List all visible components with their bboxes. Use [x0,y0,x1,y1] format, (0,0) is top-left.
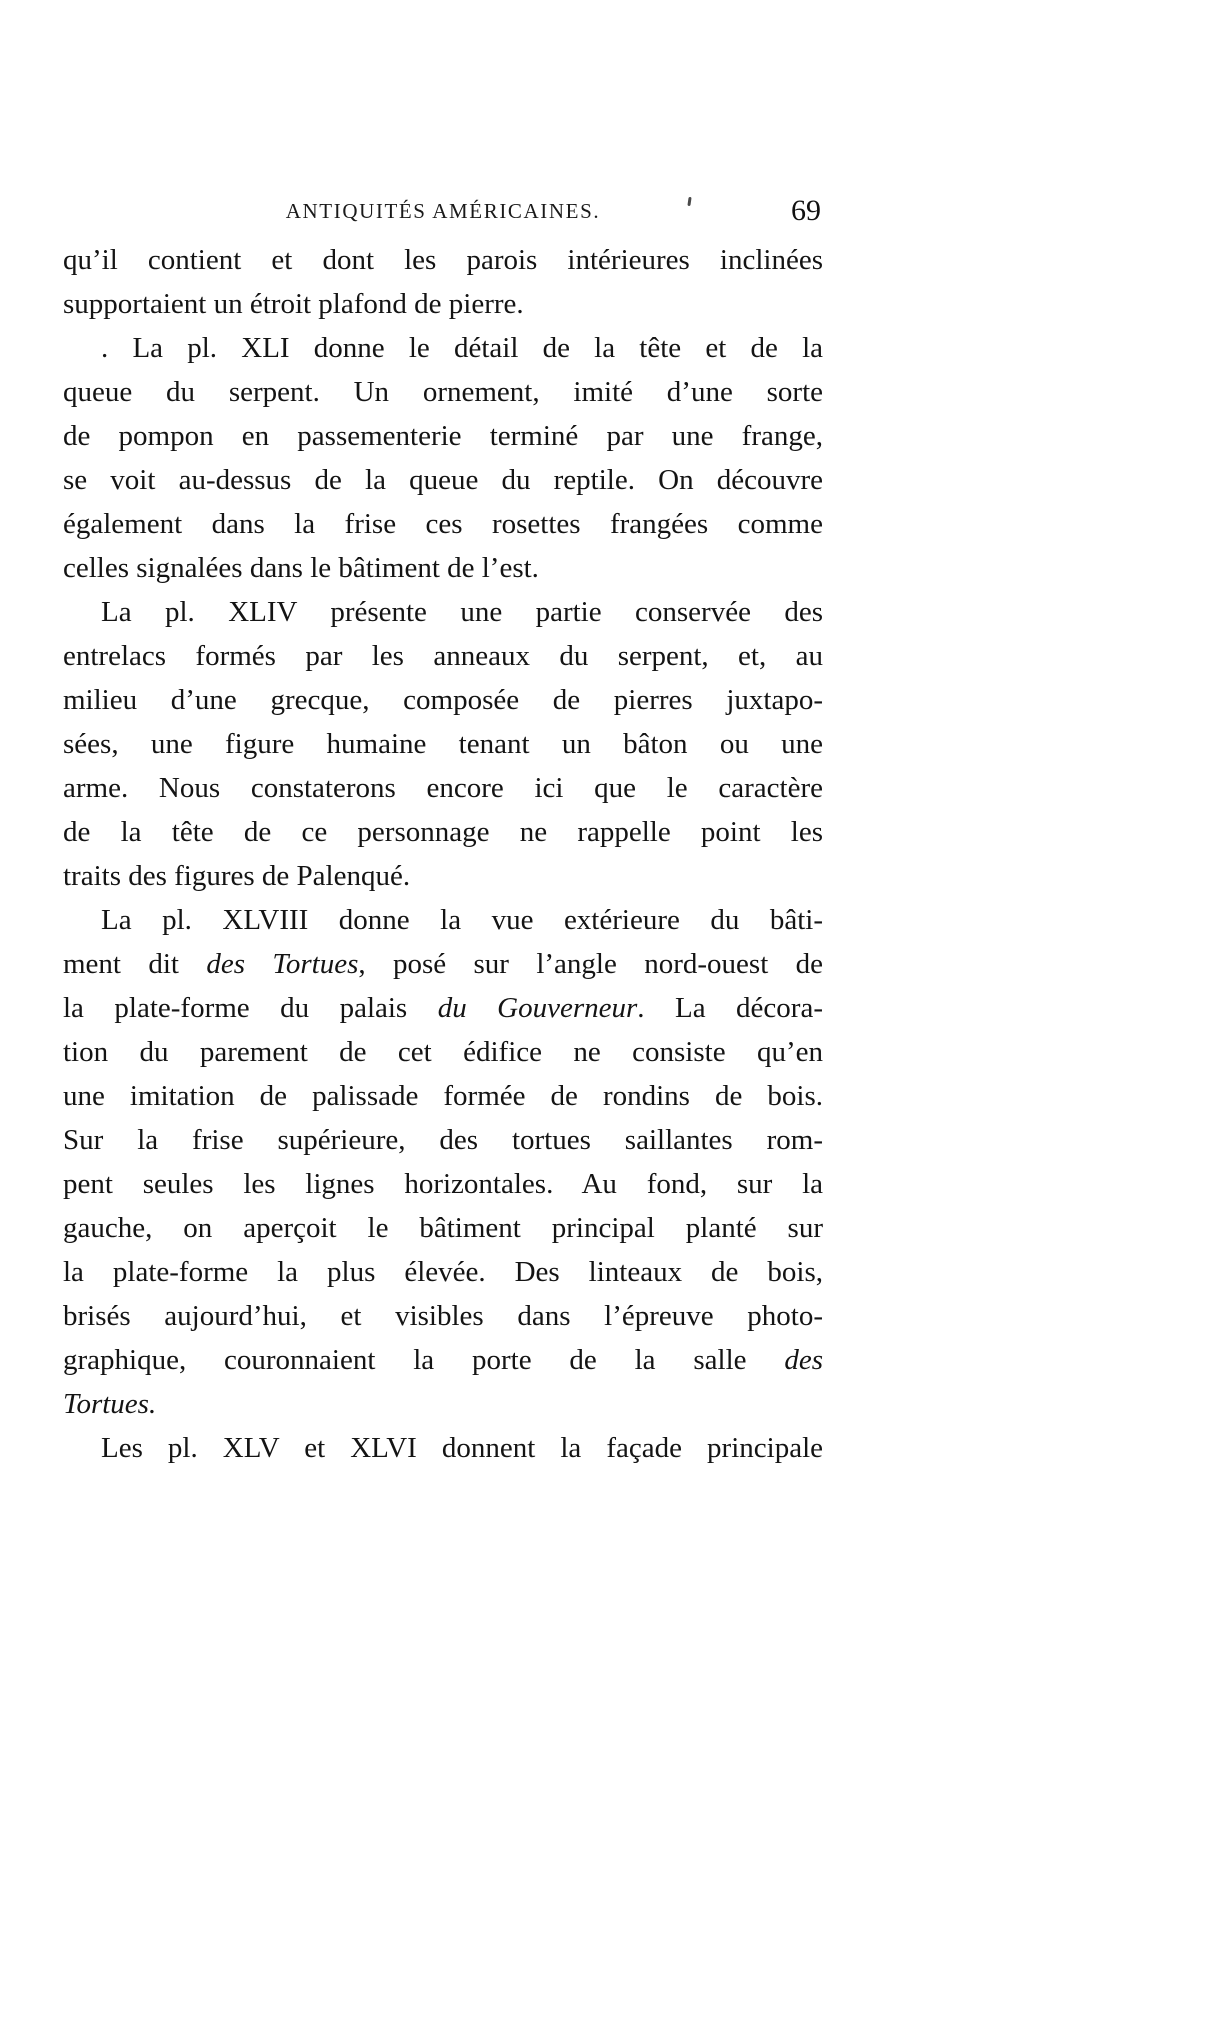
text-line [63,546,823,590]
text-segment: tion du parement de cet édifice ne consiste qu’en [63,1036,823,1068]
paragraph [63,898,823,1426]
text-line [63,1162,823,1206]
text-segment: de pompon en passementerie terminé par une frange, [63,420,823,452]
text-line [63,282,823,326]
page-number: 69 [791,194,821,227]
text-line [63,1426,823,1470]
text-segment: Sur la frise supérieure, des tortues saillantes rom- [63,1124,823,1156]
text-line [63,1030,823,1074]
running-header-title: ANTIQUITÉS AMÉRICAINES. [285,199,601,223]
text-line [63,942,823,986]
text-segment: la plate-forme du palais [63,992,438,1024]
text-line [63,1074,823,1118]
text-segment: . La décora- [637,992,823,1024]
text-segment: queue du serpent. Un ornement, imité d’une sorte [63,376,823,408]
text-segment: . La pl. XLI donne le détail de la tête et de la [101,332,823,364]
text-line [63,326,823,370]
text-segment: traits des figures de Palenqué. [63,860,411,892]
text-line [63,678,823,722]
text-line [63,1338,823,1382]
text-line [63,986,823,1030]
text-segment: sées, une figure humaine tenant un bâton ou une [63,728,823,760]
italic-text-segment: du Gouverneur [437,992,638,1024]
text-line [63,810,823,854]
paragraph [63,326,823,590]
text-line [63,502,823,546]
page-content [63,190,823,1470]
text-segment: qu’il contient et dont les parois intérieures inclinées [63,244,823,276]
text-segment: supportaient un étroit plafond de pierre. [63,288,524,320]
text-line [63,766,823,810]
text-segment: pent seules les lignes horizontales. Au fond, sur la [63,1168,823,1200]
paragraph [63,238,823,326]
text-segment: La pl. XLVIII donne la vue extérieure du bâti- [101,904,823,936]
italic-text-segment: des Tortues [206,948,359,980]
text-segment: entrelacs formés par les anneaux du serpent, et, au [63,640,823,672]
text-line [63,1382,823,1426]
text-line [63,1118,823,1162]
text-segment: une imitation de palissade formée de rondins de bois. [63,1080,823,1112]
text-segment: ment dit [63,948,207,980]
text-segment: brisés aujourd’hui, et visibles dans l’épreuve photo- [63,1300,823,1332]
text-line [63,722,823,766]
text-line [63,634,823,678]
text-line [63,854,823,898]
running-header [63,190,823,227]
text-line [63,238,823,282]
text-line [63,1250,823,1294]
text-line [63,590,823,634]
text-line [63,1294,823,1338]
text-segment: graphique, couronnaient la porte de la salle [63,1344,785,1376]
text-segment: de la tête de ce personnage ne rappelle point les [63,816,823,848]
text-segment: également dans la frise ces rosettes frangées comme [63,508,823,540]
text-segment: la plate-forme la plus élevée. Des linteaux de bois, [63,1256,823,1288]
italic-text-segment: Tortues. [63,1388,157,1420]
text-line [63,898,823,942]
text-segment: celles signalées dans le bâtiment de l’est. [63,552,539,584]
text-line [63,414,823,458]
italic-text-segment: des [784,1344,823,1376]
text-segment: arme. Nous constaterons encore ici que le caractère [63,772,823,804]
text-segment: , posé sur l’angle nord-ouest de [358,948,823,980]
text-line [63,370,823,414]
paragraph [63,590,823,898]
text-segment: La pl. XLIV présente une partie conservée des [101,596,823,628]
text-line [63,1206,823,1250]
page-body [63,238,823,1470]
text-segment: milieu d’une grecque, composée de pierres juxtapo- [63,684,823,716]
text-segment: gauche, on aperçoit le bâtiment principal planté sur [63,1212,823,1244]
text-segment: se voit au-dessus de la queue du reptile. On découvre [63,464,823,496]
text-segment: Les pl. XLV et XLVI donnent la façade principale [101,1432,823,1464]
text-line [63,458,823,502]
paragraph [63,1426,823,1470]
